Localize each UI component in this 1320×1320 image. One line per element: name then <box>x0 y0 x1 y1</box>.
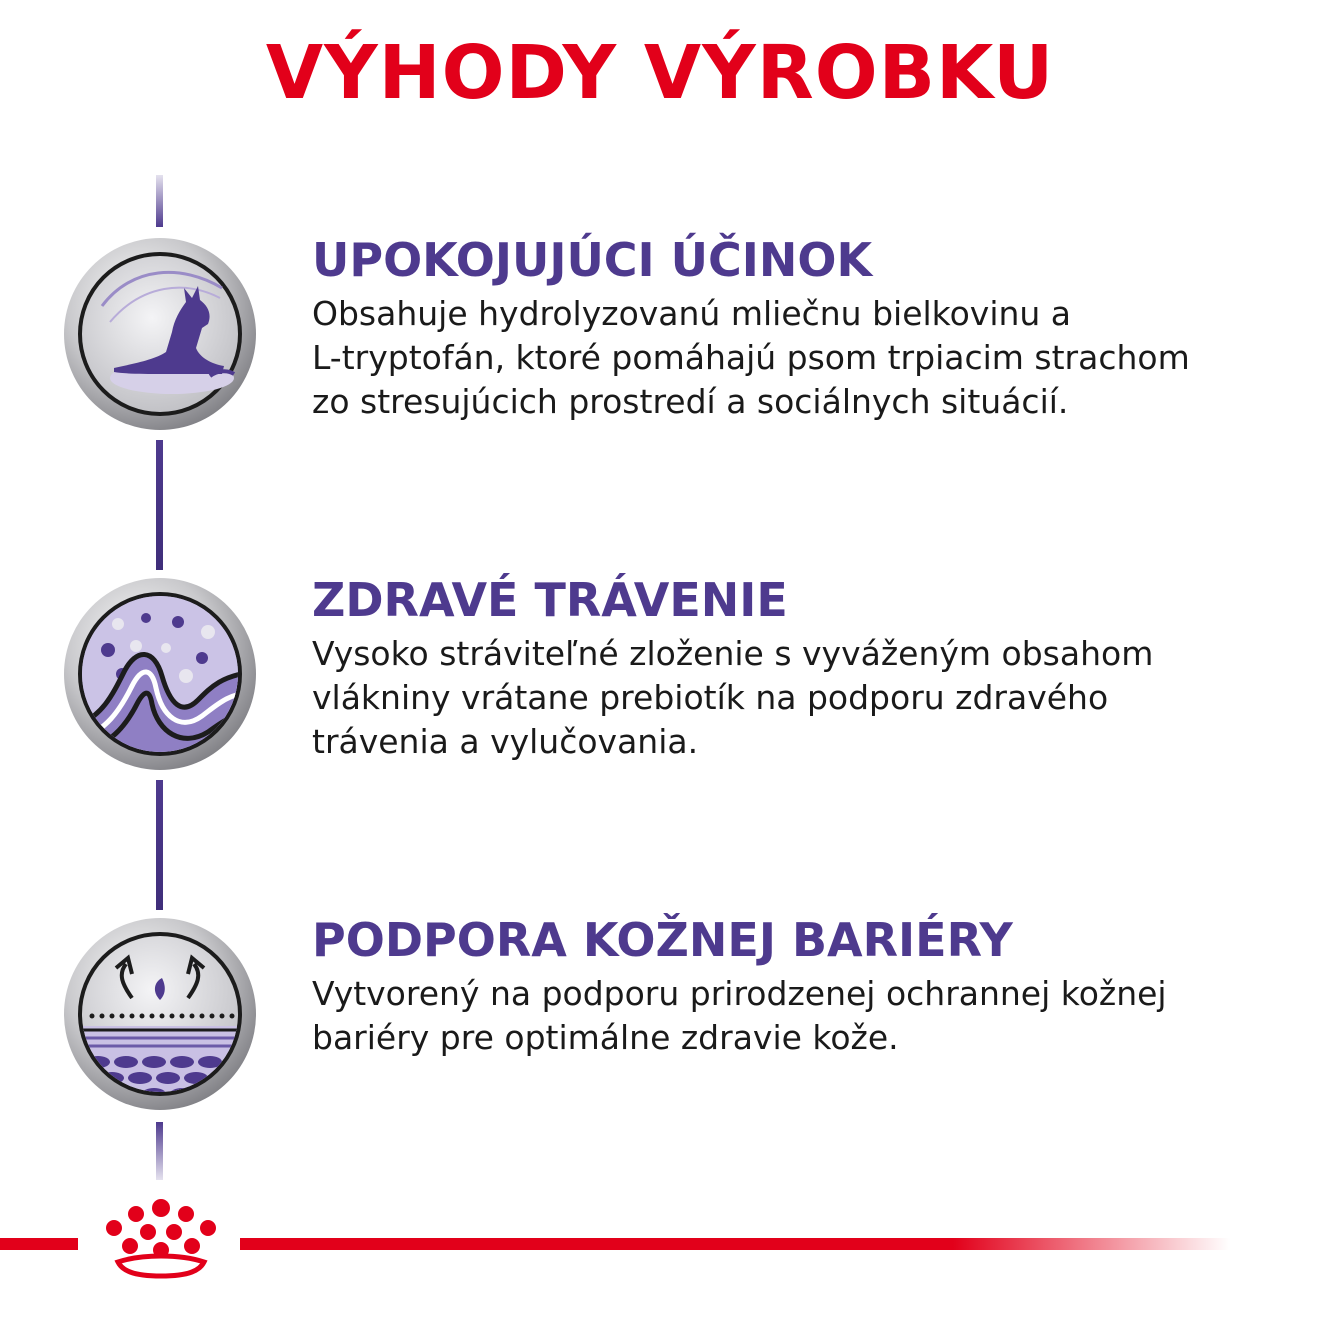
footer-bar <box>240 1238 1230 1250</box>
description-line: bariéry pre optimálne zdravie kože. <box>312 1018 899 1057</box>
description-line: trávenia a vylučovania. <box>312 722 699 761</box>
benefit-description <box>312 292 1272 424</box>
digestion-icon <box>62 576 258 772</box>
benefit-digestion <box>312 572 1272 764</box>
description-line: Vysoko stráviteľné zloženie s vyváženým obsahom <box>312 634 1154 673</box>
description-line: Vytvorený na podporu prirodzenej ochrannej kožnej <box>312 974 1167 1013</box>
timeline-line <box>156 1122 163 1180</box>
benefit-skin-barrier <box>312 912 1272 1060</box>
benefit-description <box>312 972 1272 1060</box>
description-line: vlákniny vrátane prebiotík na podporu zdravého <box>312 678 1109 717</box>
benefit-heading: UPOKOJUJÚCI ÚČINOK <box>312 233 873 287</box>
benefit-calming <box>312 232 1272 424</box>
benefit-heading: PODPORA KOŽNEJ BARIÉRY <box>312 913 1013 967</box>
footer-bar <box>0 1238 78 1250</box>
description-line: L-tryptofán, ktoré pomáhajú psom trpiacim strachom <box>312 338 1190 377</box>
skin-barrier-icon <box>62 916 258 1112</box>
page-title: VÝHODY VÝROBKU <box>265 30 1055 116</box>
calm-dog-icon <box>62 236 258 432</box>
benefit-heading: ZDRAVÉ TRÁVENIE <box>312 573 788 627</box>
timeline-line <box>156 780 163 910</box>
description-line: zo stresujúcich prostredí a sociálnych situácií. <box>312 382 1069 421</box>
benefit-description <box>312 632 1272 764</box>
royal-crown-logo <box>92 1196 230 1282</box>
timeline-line <box>156 175 163 227</box>
description-line: Obsahuje hydrolyzovanú mliečnu bielkovinu a <box>312 294 1072 333</box>
timeline-line <box>156 440 163 570</box>
